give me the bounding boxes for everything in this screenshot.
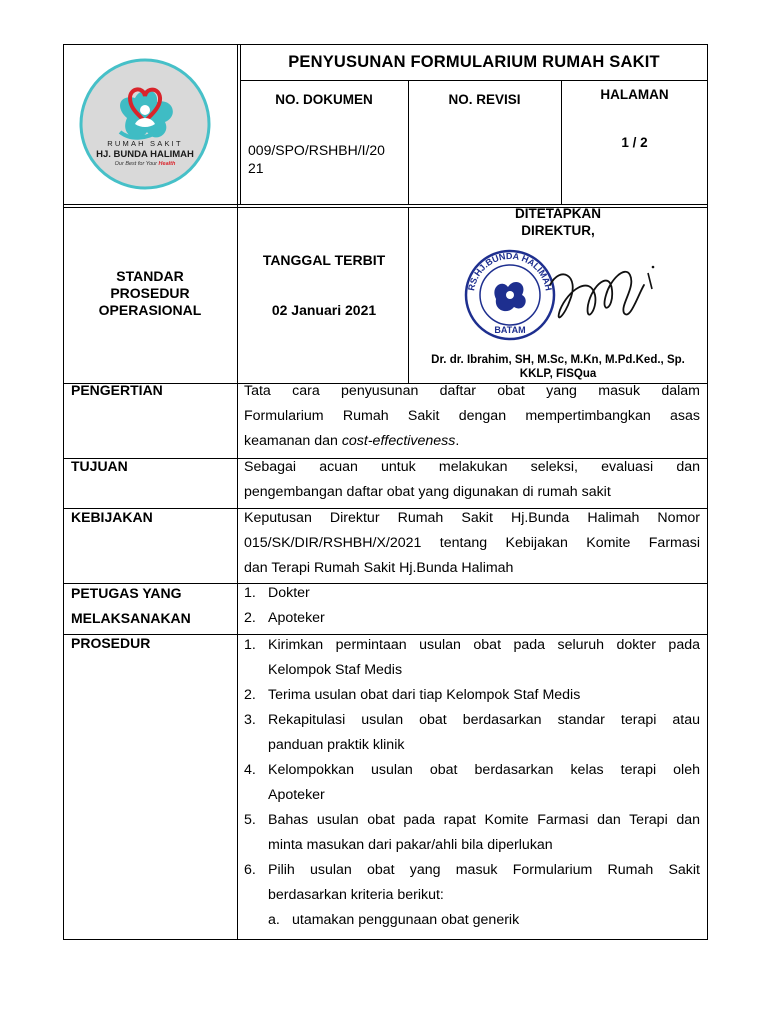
logo-tagline: Our Best for Your Health xyxy=(114,161,176,167)
list-item xyxy=(244,808,700,858)
list-item-number: 5. xyxy=(244,812,256,828)
no-revisi-label: NO. REVISI xyxy=(448,92,521,107)
ditetapkan-label xyxy=(408,205,708,239)
text-italic-fragment: cost-effectiveness xyxy=(341,433,456,449)
text-fragment: . xyxy=(455,433,460,449)
spo-label xyxy=(63,268,237,319)
no-dokumen-value xyxy=(248,141,406,177)
list-item-line: Kelompok Staf Medis xyxy=(268,662,403,678)
pengertian-text xyxy=(244,379,700,454)
petugas-label-line: PETUGAS YANG xyxy=(71,585,182,601)
no-dokumen-value-line: 009/SPO/RSHBH/I/20 xyxy=(248,142,385,158)
list-item-line: Kirimkan permintaan usulan obat pada seluruh dokter pada xyxy=(268,637,700,653)
no-dokumen-value-line: 21 xyxy=(248,160,264,176)
list-item-number: 6. xyxy=(244,862,256,878)
text-fragment: keamanan dan xyxy=(244,433,342,449)
list-sub-item-letter: a. xyxy=(268,912,280,928)
list-item-line: Terima usulan obat dari tiap Kelompok Staf Medis xyxy=(268,687,581,703)
list-item-line: Kelompokkan usulan obat berdasarkan kelas terapi oleh xyxy=(268,762,700,778)
divider xyxy=(240,80,708,81)
list-item-line: Bahas usulan obat pada rapat Komite Farmasi dan Terapi dan xyxy=(268,812,700,828)
no-dokumen-label: NO. DOKUMEN xyxy=(275,92,373,107)
halaman-label: HALAMAN xyxy=(600,87,669,102)
list-item-number: 1. xyxy=(244,637,256,653)
text-line: dan Terapi Rumah Sakit Hj.Bunda Halimah xyxy=(244,560,514,576)
document-title: PENYUSUNAN FORMULARIUM RUMAH SAKIT xyxy=(288,52,660,71)
logo-text-rumah-sakit: RUMAH SAKIT xyxy=(107,139,183,148)
pengertian-label: PENGERTIAN xyxy=(71,382,163,398)
divider xyxy=(237,44,238,940)
list-item-line: panduan praktik klinik xyxy=(268,737,405,753)
list-item-line: Pilih usulan obat yang masuk Formularium Rumah Sakit xyxy=(268,862,700,878)
list-item-line: minta masukan dari pakar/ahli bila diperlukan xyxy=(268,837,553,853)
text-line xyxy=(244,429,700,454)
hospital-logo-icon xyxy=(75,58,215,191)
petugas-label-line: MELAKSANAKAN xyxy=(71,610,191,626)
table-border-left xyxy=(63,44,64,940)
logo-text-hospital-name: HJ. BUNDA HALIMAH xyxy=(96,149,194,160)
list-item xyxy=(244,633,700,683)
list-item xyxy=(244,683,700,708)
prosedur-label: PROSEDUR xyxy=(71,635,151,651)
stamp-top-text: RS.HJ.BUNDA HALIMAH xyxy=(466,250,554,292)
list-sub-item xyxy=(244,908,700,933)
director-name-line: KKLP, FISQua xyxy=(519,368,597,380)
list-item-text: Apoteker xyxy=(268,610,325,626)
prosedur-list xyxy=(244,633,700,933)
halaman-value: 1 / 2 xyxy=(621,135,648,150)
list-item-line: Rekapitulasi usulan obat berdasarkan standar terapi atau xyxy=(268,712,700,728)
list-item: 2. Apoteker xyxy=(244,610,325,626)
kebijakan-label: KEBIJAKAN xyxy=(71,509,153,525)
text-line: 015/SK/DIR/RSHBH/X/2021 tentang Kebijakan Komite Farmasi xyxy=(244,535,700,551)
director-signature xyxy=(540,255,670,340)
table-border-right xyxy=(707,44,708,940)
table-border-bottom xyxy=(63,939,708,940)
list-item-number: 2. xyxy=(244,687,256,703)
petugas-label xyxy=(71,581,191,631)
list-item xyxy=(244,858,700,908)
ditetapkan-line: DIREKTUR, xyxy=(521,223,595,238)
list-item: 1. Dokter xyxy=(244,585,310,601)
spo-label-line: OPERASIONAL xyxy=(98,302,202,318)
ditetapkan-line: DITETAPKAN xyxy=(515,206,601,221)
list-item-number: 4. xyxy=(244,762,256,778)
hospital-logo xyxy=(75,58,215,191)
spo-label-line: PROSEDUR xyxy=(110,285,190,301)
kebijakan-text xyxy=(244,506,700,581)
list-item-line: berdasarkan kriteria berikut: xyxy=(268,887,444,903)
list-item xyxy=(244,708,700,758)
text-line: pengembangan daftar obat yang digunakan di rumah sakit xyxy=(244,484,611,500)
list-item-line: Apoteker xyxy=(268,787,325,803)
spo-label-line: STANDAR xyxy=(116,268,184,284)
petugas-list xyxy=(244,581,700,631)
list-item-text: Dokter xyxy=(268,585,310,601)
director-name xyxy=(408,353,708,381)
director-name-line: Dr. dr. Ibrahim, SH, M.Sc, M.Kn, M.Pd.Ked., Sp. xyxy=(431,354,685,366)
tanggal-terbit-label: TANGGAL TERBIT xyxy=(262,252,386,268)
tujuan-label: TUJUAN xyxy=(71,458,128,474)
list-item xyxy=(244,758,700,808)
text-line: Sebagai acuan untuk melakukan seleksi, evaluasi dan xyxy=(244,459,700,475)
list-item-number: 3. xyxy=(244,712,256,728)
text-line: Tata cara penyusunan daftar obat yang masuk dalam xyxy=(244,383,700,399)
list-sub-item-text: utamakan penggunaan obat generik xyxy=(292,912,520,928)
tanggal-terbit-value: 02 Januari 2021 xyxy=(271,302,377,318)
text-line: Formularium Rumah Sakit dengan mempertimbangkan asas xyxy=(244,408,700,424)
stamp-bottom-text: BATAM xyxy=(494,325,526,335)
tujuan-text xyxy=(244,455,700,505)
text-line: Keputusan Direktur Rumah Sakit Hj.Bunda Halimah Nomor xyxy=(244,510,700,526)
